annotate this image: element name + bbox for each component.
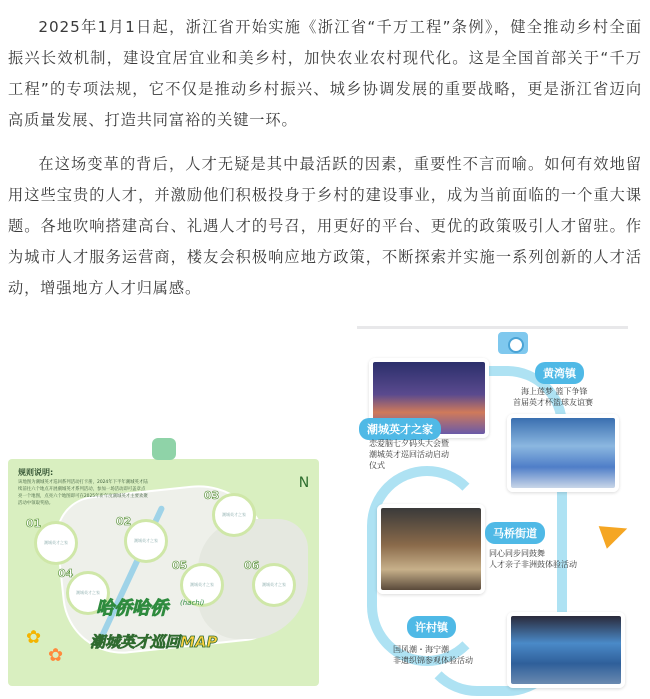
caption-line: 同心同步同鼓舞 — [489, 549, 545, 558]
caption-line: 首届英才杯篮球友谊赛 — [513, 398, 593, 407]
map-title: 潮城英才巡回MAP — [90, 633, 218, 651]
spot-label: 潮城英才之家 — [262, 582, 286, 587]
camera-icon — [496, 330, 530, 356]
stop-caption — [369, 438, 449, 471]
spot-label: 潮城英才之家 — [190, 582, 214, 587]
caption-line: 非遗织锦参观体验活动 — [393, 656, 473, 665]
stop-tag: 马桥街道 — [485, 522, 545, 544]
chat-bubble-icon — [152, 438, 176, 460]
stop-caption — [489, 548, 577, 570]
caption-line: 潮城英才巡回活动启动 — [369, 450, 449, 459]
spot-label: 潮城英才之家 — [44, 540, 68, 545]
caption-line: 人才亲子非洲鼓体验活动 — [489, 560, 577, 569]
stop-tag: 潮城英才之家 — [359, 418, 441, 440]
spot-label: 潮城英才之家 — [134, 538, 158, 543]
stop-tag: 黄湾镇 — [535, 362, 584, 384]
caption-line: 仪式 — [369, 461, 385, 470]
event-photo — [507, 612, 625, 688]
stop-caption — [513, 397, 593, 408]
caption-line: 海上莲梦 篮下争锋 — [521, 387, 588, 396]
spot-label: 潮城英才之家 — [76, 590, 100, 595]
caption-line: 国风潮・海宁潮 — [393, 645, 449, 654]
intro-paragraph: 2025年1月1日起，浙江省开始实施《浙江省“千万工程”条例》，健全推动乡村全面振兴长效机制，建设宜居宜业和美乡村，加快农业农村现代化。这是全国首部关于“千万工程”的专项法规，它不仅是推动乡村振兴、城乡协调发展的重要战略，更是浙江省迈向高质量发展、打造共同富裕的关键一环。 — [8, 18, 642, 129]
spot-number: 03 — [204, 489, 220, 502]
spot-label: 潮城英才之家 — [222, 512, 246, 517]
compass-icon: N — [298, 475, 310, 491]
paper-plane-icon — [599, 517, 628, 548]
map-brand: 哈侨哈侨 — [96, 598, 168, 619]
rules-text: 该地图为潮城英才巡回系列活动打卡册，2024年下半年潮城英才陆续前往六个地点开展潮城英才系列活动，参加一场活动即可盖章点亮一个地图，点亮六个地图即可在2025年新年度潮城英才主要欢聚活动中领取奖励。 — [18, 480, 148, 506]
divider — [357, 326, 628, 329]
map-brand-sub: (hachi) — [180, 599, 205, 607]
flower-icon: ✿ — [48, 645, 64, 666]
spot-number: 06 — [244, 559, 260, 572]
stop-tag: 许村镇 — [407, 616, 456, 638]
spot-number: 01 — [26, 517, 42, 530]
event-photo — [507, 414, 619, 492]
spot-number: 05 — [172, 559, 188, 572]
caption-line: 恋爱脑七夕码头大会暨 — [369, 439, 449, 448]
stop-caption — [393, 644, 473, 666]
flower-icon: ✿ — [26, 627, 42, 648]
rules-title: 规则说明: — [18, 468, 54, 477]
stop-caption — [521, 386, 588, 397]
event-photo — [377, 504, 485, 594]
event-map-image — [8, 459, 319, 686]
spot-number: 02 — [116, 515, 132, 528]
timeline-image — [357, 326, 628, 699]
talent-paragraph: 在这场变革的背后，人才无疑是其中最活跃的因素，重要性不言而喻。如何有效地留用这些宝贵的人才，并激励他们积极投身于乡村的建设事业，成为当前面临的一个重大课题。各地吹响搭建高台、礼遇人才的号召，用更好的平台、更优的政策吸引人才留驻。作为城市人才服务运营商，楼友会积极响应地方政策，不断探索并实施一系列创新的人才活动，增强地方人才归属感。 — [8, 155, 642, 297]
spot-number: 04 — [58, 567, 74, 580]
